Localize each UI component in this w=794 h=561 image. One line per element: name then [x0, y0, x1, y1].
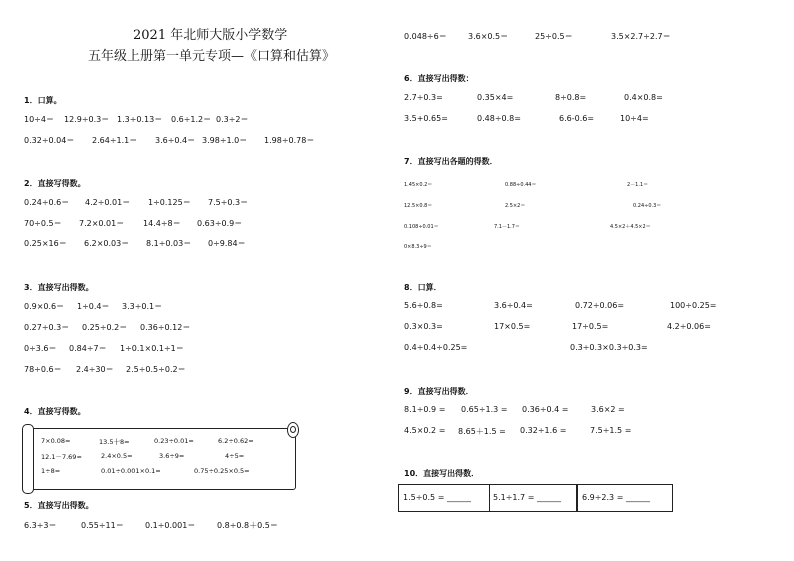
- s4-problem: 6.2÷0.62=: [218, 437, 254, 445]
- s8-problem: 100÷0.25=: [670, 301, 717, 310]
- section-3-title: 3．直接写出得数。: [24, 283, 94, 292]
- s1-problem: 12.9÷0.3＝: [64, 115, 110, 124]
- s7-problem: 2.5×2＝: [505, 203, 526, 209]
- s8-problem: 17×0.5=: [494, 322, 531, 331]
- top-right-problem: 3.5×2.7÷2.7＝: [611, 32, 671, 41]
- s8-problem: 0.3×0.3=: [404, 322, 443, 331]
- s7-problem: 0.108÷0.01＝: [404, 224, 439, 230]
- s3-problem: 0.27÷0.3＝: [24, 323, 70, 332]
- s8-problem: 0.3÷0.3×0.3÷0.3=: [570, 343, 648, 352]
- section-2-title: 2．直接写得数。: [24, 179, 86, 188]
- s2-problem: 14.4÷8＝: [143, 219, 181, 228]
- s6-problem: 3.5+0.65=: [404, 114, 448, 123]
- s2-problem: 6.2×0.03＝: [84, 239, 130, 248]
- s3-problem: 2.5÷0.5÷0.2＝: [126, 365, 186, 374]
- s9-problem: 0.32÷1.6 =: [520, 426, 567, 435]
- s1-problem: 3.6÷0.4＝: [155, 136, 196, 145]
- s4-problem: 0.01÷0.001×0.1=: [101, 467, 161, 475]
- s9-problem: 7.5÷1.5 =: [590, 426, 632, 435]
- s1-problem: 1.3÷0.13＝: [117, 115, 163, 124]
- answer-box[interactable]: [489, 484, 577, 512]
- scroll-curl-left: [22, 424, 34, 494]
- s3-problem: 0.25÷0.2＝: [82, 323, 128, 332]
- s7-problem: 0×8.3÷9＝: [404, 244, 432, 250]
- s7-problem: 7.1－1.7＝: [494, 224, 520, 230]
- s3-problem: 0.36÷0.12＝: [140, 323, 191, 332]
- s4-problem: 2.4×0.5=: [101, 452, 133, 460]
- section-5-title: 5．直接写出得数。: [24, 501, 94, 510]
- section-6-title: 6．直接写出得数：: [404, 74, 474, 83]
- s2-problem: 1÷0.125＝: [148, 198, 191, 207]
- s3-problem: 1÷0.4＝: [77, 302, 110, 311]
- s7-problem: 1.45×0.2＝: [404, 182, 433, 188]
- s4-problem: 3.6÷9=: [159, 452, 185, 460]
- s8-problem: 0.4÷0.4÷0.25=: [404, 343, 468, 352]
- section-7-title: 7．直接写出各题的得数．: [404, 157, 498, 166]
- s3-problem: 1÷0.1×0.1÷1＝: [120, 344, 184, 353]
- s6-problem: 0.48÷0.8=: [477, 114, 521, 123]
- s8-problem: 5.6÷0.8=: [404, 301, 443, 310]
- s3-problem: 3.3÷0.1＝: [122, 302, 163, 311]
- s7-problem: 0.88÷0.44＝: [505, 182, 537, 188]
- s8-problem: 0.72÷0.06=: [575, 301, 625, 310]
- s1-problem: 3.98÷1.0＝: [202, 136, 248, 145]
- s1-problem: 2.64÷1.1＝: [92, 136, 138, 145]
- top-right-problem: 3.6×0.5＝: [468, 32, 509, 41]
- s9-problem: 0.36÷0.4 =: [522, 405, 569, 414]
- section-9-title: 9．直接写出得数．: [404, 387, 474, 396]
- s1-problem: 1.98÷0.78＝: [264, 136, 315, 145]
- s7-problem: 0.24÷0.3＝: [633, 203, 662, 209]
- s1-problem: 0.32÷0.04＝: [24, 136, 75, 145]
- s3-problem: 0.9×0.6＝: [24, 302, 65, 311]
- s2-problem: 0.63÷0.9＝: [197, 219, 243, 228]
- s7-problem: 2－1.1＝: [627, 182, 649, 188]
- s9-problem: 4.5×0.2 =: [404, 426, 446, 435]
- s2-problem: 70÷0.5＝: [24, 219, 62, 228]
- top-right-problem: 25÷0.5＝: [535, 32, 573, 41]
- s4-problem: 1÷8=: [41, 467, 61, 475]
- s4-problem: 7×0.08=: [41, 437, 71, 445]
- s6-problem: 6.6-0.6=: [559, 114, 595, 123]
- s9-problem: 8.65＋1.5 =: [458, 427, 506, 436]
- s2-problem: 0÷9.84＝: [208, 239, 246, 248]
- s4-problem: 13.5十8=: [99, 438, 130, 446]
- answer-box[interactable]: [398, 484, 490, 512]
- section-4-title: 4．直接写得数。: [24, 407, 86, 416]
- s8-problem: 17÷0.5=: [572, 322, 609, 331]
- s5-problem: 0.55÷11＝: [81, 521, 124, 530]
- s2-problem: 7.2×0.01＝: [79, 219, 125, 228]
- s8-problem: 3.6÷0.4=: [494, 301, 533, 310]
- s2-problem: 7.5÷0.3＝: [208, 198, 249, 207]
- s1-problem: 0.3÷2＝: [216, 115, 249, 124]
- s2-problem: 8.1÷0.03＝: [146, 239, 192, 248]
- answer-box-text: 5.1÷1.7 = ______: [493, 493, 561, 502]
- scroll-curl-right-inner: [290, 426, 296, 433]
- s4-problem: 4÷5=: [225, 452, 245, 460]
- s8-problem: 4.2÷0.06=: [667, 322, 711, 331]
- s1-problem: 10÷4＝: [24, 115, 54, 124]
- s4-problem: 0.23÷0.01=: [154, 437, 194, 445]
- s7-problem: 4.5×2＋4.5×2＝: [610, 224, 651, 230]
- s5-problem: 0.8÷0.8＋0.5＝: [217, 521, 278, 530]
- s2-problem: 4.2÷0.01＝: [85, 198, 131, 207]
- s9-problem: 0.65÷1.3 =: [461, 405, 508, 414]
- answer-box[interactable]: [577, 484, 673, 512]
- s4-problem: 0.75÷0.25×0.5=: [194, 467, 250, 475]
- s3-problem: 78÷0.6＝: [24, 365, 62, 374]
- s4-problem: 12.1－7.69=: [41, 453, 82, 461]
- s9-problem: 3.6×2 =: [591, 405, 625, 414]
- s5-problem: 0.1÷0.001＝: [145, 521, 196, 530]
- s2-problem: 0.25×16＝: [24, 239, 67, 248]
- s6-problem: 10÷4=: [620, 114, 649, 123]
- worksheet-title: 2021 年北师大版小学数学: [133, 28, 288, 43]
- s6-problem: 0.4×0.8=: [624, 93, 663, 102]
- top-right-problem: 0.048÷6＝: [404, 32, 447, 41]
- s6-problem: 2.7÷0.3=: [404, 93, 443, 102]
- s9-problem: 8.1÷0.9 =: [404, 405, 446, 414]
- s7-problem: 12.5×0.8＝: [404, 203, 433, 209]
- answer-box-text: 1.5÷0.5 = ______: [403, 493, 471, 502]
- s2-problem: 0.24÷0.6＝: [24, 198, 70, 207]
- s5-problem: 6.3÷3＝: [24, 521, 57, 530]
- s1-problem: 0.6÷1.2＝: [171, 115, 212, 124]
- section-1-title: 1．口算。: [24, 96, 62, 105]
- s6-problem: 0.35×4=: [477, 93, 514, 102]
- s3-problem: 0÷3.6＝: [24, 344, 57, 353]
- section-8-title: 8．口算．: [404, 283, 442, 292]
- section-10-title: 10．直接写出得数．: [404, 469, 480, 478]
- s3-problem: 0.84÷7＝: [69, 344, 107, 353]
- s3-problem: 2.4÷30＝: [76, 365, 114, 374]
- answer-box-text: 6.9÷2.3 = ______: [582, 493, 650, 502]
- worksheet-subtitle: 五年级上册第一单元专项—《口算和估算》: [88, 49, 336, 64]
- s6-problem: 8÷0.8=: [555, 93, 587, 102]
